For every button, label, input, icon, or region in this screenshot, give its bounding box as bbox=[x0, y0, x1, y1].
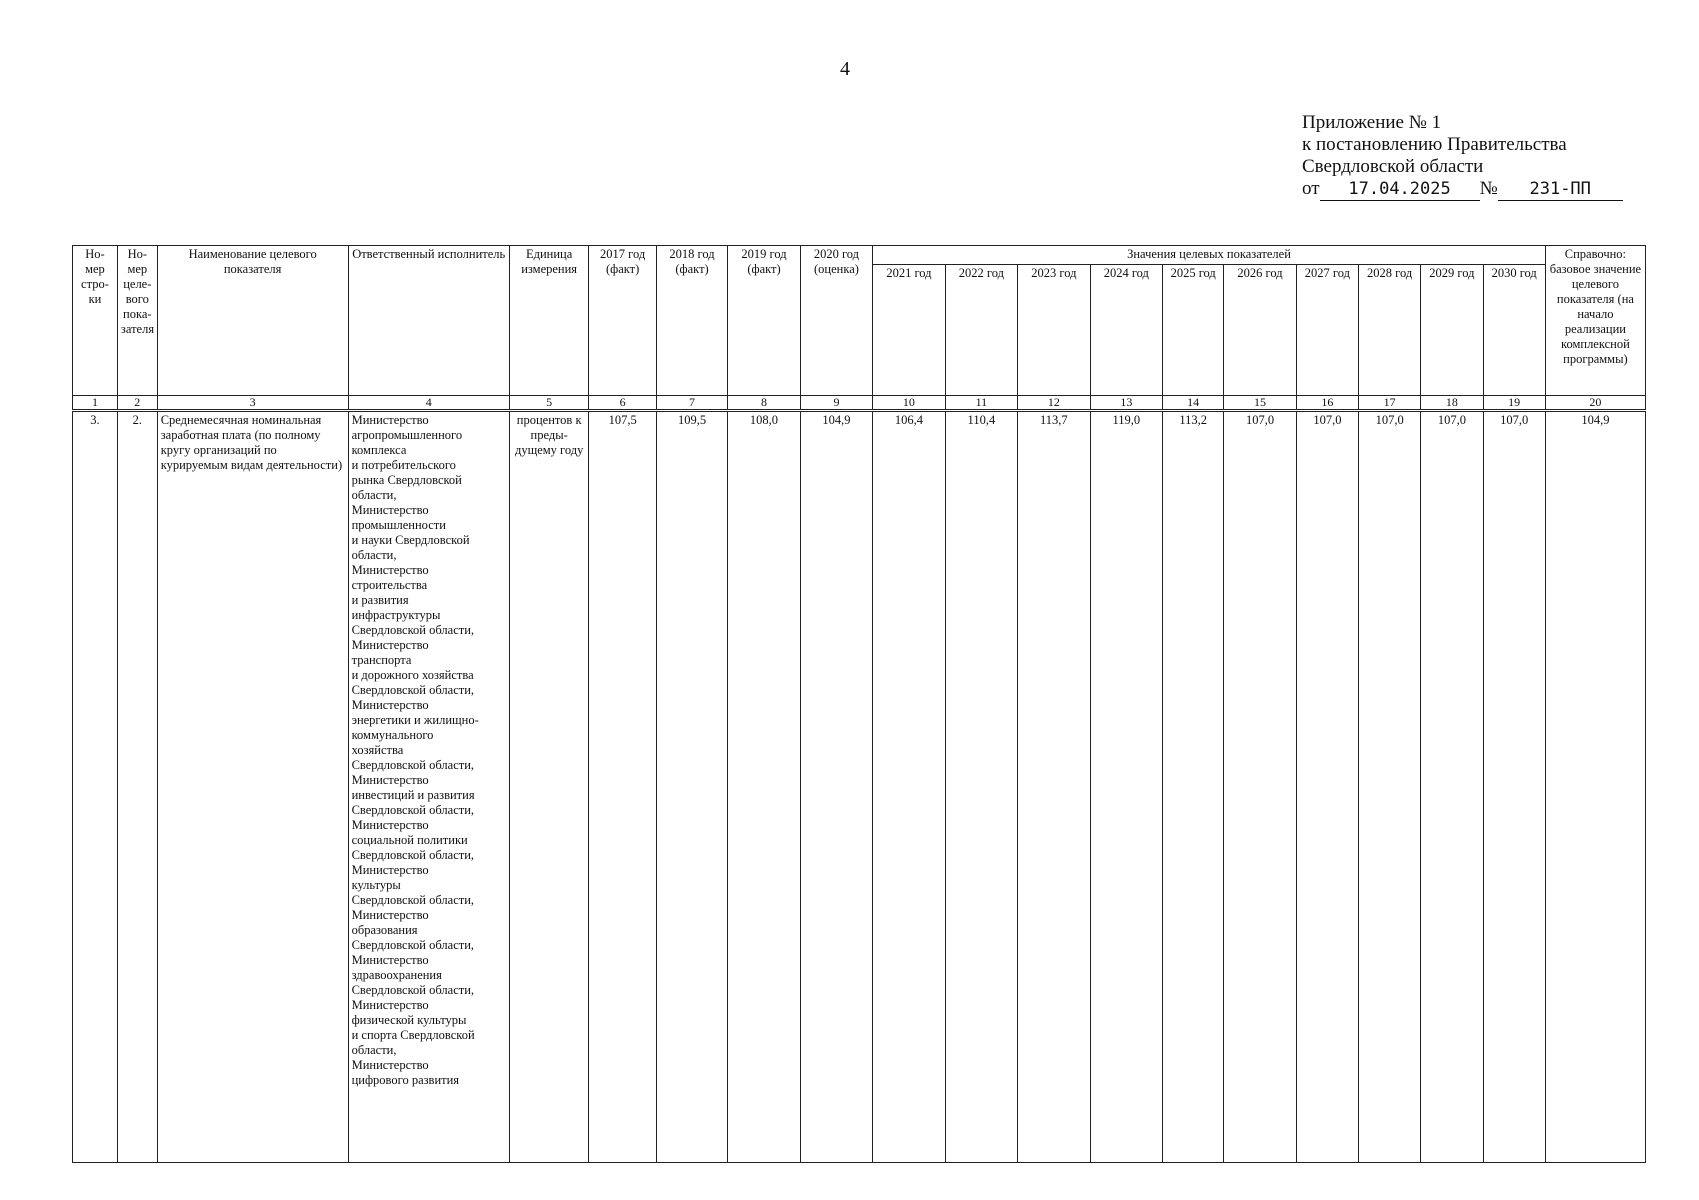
executor-line: и спорта Свердловской bbox=[351, 1028, 475, 1042]
table-row bbox=[73, 411, 1646, 1163]
column-number: 3 bbox=[157, 396, 348, 411]
page-number: 4 bbox=[840, 58, 850, 80]
indicator-number: 2. bbox=[117, 411, 157, 1163]
column-number: 14 bbox=[1163, 396, 1224, 411]
executor-line: Свердловской области, bbox=[351, 848, 475, 862]
column-number: 7 bbox=[656, 396, 727, 411]
indicators-table bbox=[72, 245, 1646, 1163]
executor-line: культуры bbox=[351, 878, 401, 892]
executor-line: Свердловской области, bbox=[351, 983, 475, 997]
executor-list bbox=[348, 411, 509, 1163]
column-number: 13 bbox=[1090, 396, 1162, 411]
executor-line: Министерство bbox=[351, 998, 429, 1012]
column-number: 5 bbox=[509, 396, 589, 411]
column-number: 1 bbox=[73, 396, 118, 411]
header-target-values: Значения целевых показателей bbox=[873, 246, 1546, 265]
value-2022: 110,4 bbox=[945, 411, 1017, 1163]
executor-line: Свердловской области, bbox=[351, 803, 475, 817]
value-2030: 107,0 bbox=[1483, 411, 1545, 1163]
header-2020: 2020 год (оценка) bbox=[800, 246, 872, 396]
executor-line: цифрового развития bbox=[351, 1073, 460, 1087]
header-year: 2028 год bbox=[1359, 265, 1421, 396]
header-year: 2030 год bbox=[1483, 265, 1545, 396]
executor-line: и развития bbox=[351, 593, 409, 607]
value-2027: 107,0 bbox=[1296, 411, 1358, 1163]
executor-line: образования bbox=[351, 923, 418, 937]
annex-date-number-line bbox=[1302, 178, 1623, 201]
value-2029: 107,0 bbox=[1421, 411, 1483, 1163]
executor-line: хозяйства bbox=[351, 743, 404, 757]
executor-line: рынка Свердловской bbox=[351, 473, 462, 487]
executor-line: Свердловской области, bbox=[351, 623, 475, 637]
value-2026: 107,0 bbox=[1224, 411, 1296, 1163]
header-year: 2025 год bbox=[1163, 265, 1224, 396]
executor-line: комплекса bbox=[351, 443, 407, 457]
executor-line: физической культуры bbox=[351, 1013, 467, 1027]
column-number: 20 bbox=[1545, 396, 1645, 411]
value-2023: 113,7 bbox=[1018, 411, 1090, 1163]
executor-line: Министерство bbox=[351, 1058, 429, 1072]
header-name: Наименование целевого показателя bbox=[157, 246, 348, 396]
header-unit: Единица измерения bbox=[509, 246, 589, 396]
column-number: 16 bbox=[1296, 396, 1358, 411]
value-2018: 109,5 bbox=[656, 411, 727, 1163]
header-year: 2026 год bbox=[1224, 265, 1296, 396]
column-number: 19 bbox=[1483, 396, 1545, 411]
value-reference: 104,9 bbox=[1545, 411, 1645, 1163]
executor-line: энергетики и жилищно- bbox=[351, 713, 479, 727]
annex-title: Приложение № 1 bbox=[1302, 112, 1442, 133]
column-number: 6 bbox=[589, 396, 656, 411]
executor-line: социальной политики bbox=[351, 833, 468, 847]
executor-line: Министерство bbox=[351, 638, 429, 652]
executor-line: Свердловской области, bbox=[351, 938, 475, 952]
executor-line: области, bbox=[351, 548, 397, 562]
executor-line: Министерство bbox=[351, 908, 429, 922]
executor-line: и науки Свердловской bbox=[351, 533, 470, 547]
column-number-row bbox=[73, 396, 1646, 411]
executor-line: инфраструктуры bbox=[351, 608, 441, 622]
column-number: 12 bbox=[1018, 396, 1090, 411]
executor-line: Министерство bbox=[351, 563, 429, 577]
executor-line: Министерство bbox=[351, 503, 429, 517]
column-number: 9 bbox=[800, 396, 872, 411]
annex-block bbox=[1302, 112, 1623, 201]
value-2024: 119,0 bbox=[1090, 411, 1162, 1163]
header-executor: Ответственный исполнитель bbox=[348, 246, 509, 396]
annex-resolution: к постановлению Правительства bbox=[1302, 134, 1567, 155]
header-year: 2022 год bbox=[945, 265, 1017, 396]
column-number: 4 bbox=[348, 396, 509, 411]
column-number: 17 bbox=[1359, 396, 1421, 411]
header-2018: 2018 год (факт) bbox=[656, 246, 727, 396]
executor-line: агропромышленного bbox=[351, 428, 463, 442]
executor-line: здравоохранения bbox=[351, 968, 442, 982]
value-2028: 107,0 bbox=[1359, 411, 1421, 1163]
executor-line: Министерство bbox=[351, 773, 429, 787]
column-number: 10 bbox=[873, 396, 945, 411]
value-2025: 113,2 bbox=[1163, 411, 1224, 1163]
executor-line: транспорта bbox=[351, 653, 412, 667]
column-number: 18 bbox=[1421, 396, 1483, 411]
value-2021: 106,4 bbox=[873, 411, 945, 1163]
resolution-date: 17.04.2025 bbox=[1320, 178, 1480, 201]
executor-line: Министерство bbox=[351, 413, 429, 427]
header-2017: 2017 год (факт) bbox=[589, 246, 656, 396]
header-row-1 bbox=[73, 246, 1646, 265]
column-number: 11 bbox=[945, 396, 1017, 411]
executor-line: Свердловской области, bbox=[351, 893, 475, 907]
executor-line: Свердловской области, bbox=[351, 758, 475, 772]
header-year: 2024 год bbox=[1090, 265, 1162, 396]
header-row-no: Но-мер стро-ки bbox=[73, 246, 118, 396]
executor-line: инвестиций и развития bbox=[351, 788, 475, 802]
header-year: 2029 год bbox=[1421, 265, 1483, 396]
value-2019: 108,0 bbox=[728, 411, 800, 1163]
executor-line: и потребительского bbox=[351, 458, 456, 472]
column-number: 15 bbox=[1224, 396, 1296, 411]
number-label: № bbox=[1479, 178, 1498, 199]
resolution-number: 231-ПП bbox=[1498, 178, 1623, 201]
executor-line: строительства bbox=[351, 578, 428, 592]
executor-line: коммунального bbox=[351, 728, 434, 742]
executor-line: Министерство bbox=[351, 818, 429, 832]
header-reference: Справочно: базовое значение целевого показателя (на начало реализации комплексной программы) bbox=[1545, 246, 1645, 396]
column-number: 2 bbox=[117, 396, 157, 411]
executor-line: Министерство bbox=[351, 863, 429, 877]
executor-line: Министерство bbox=[351, 953, 429, 967]
executor-line: и дорожного хозяйства bbox=[351, 668, 474, 682]
executor-line: Свердловской области, bbox=[351, 683, 475, 697]
header-year: 2023 год bbox=[1018, 265, 1090, 396]
header-year: 2021 год bbox=[873, 265, 945, 396]
executor-line: Министерство bbox=[351, 698, 429, 712]
header-year: 2027 год bbox=[1296, 265, 1358, 396]
executor-line: области, bbox=[351, 488, 397, 502]
executor-line: области, bbox=[351, 1043, 397, 1057]
row-number: 3. bbox=[73, 411, 118, 1163]
value-2017: 107,5 bbox=[589, 411, 656, 1163]
value-2020: 104,9 bbox=[800, 411, 872, 1163]
column-number: 8 bbox=[728, 396, 800, 411]
header-indicator-no: Но-мер целе-вого пока-зателя bbox=[117, 246, 157, 396]
unit-cell: процентов к преды-дущему году bbox=[509, 411, 589, 1163]
header-2019: 2019 год (факт) bbox=[728, 246, 800, 396]
executor-line: промышленности bbox=[351, 518, 446, 532]
indicator-name: Среднемесячная номинальная заработная плата (по полному кругу организаций по курируемым видам деятельности) bbox=[157, 411, 348, 1163]
from-label: от bbox=[1302, 178, 1320, 199]
annex-region: Свердловской области bbox=[1302, 156, 1484, 177]
